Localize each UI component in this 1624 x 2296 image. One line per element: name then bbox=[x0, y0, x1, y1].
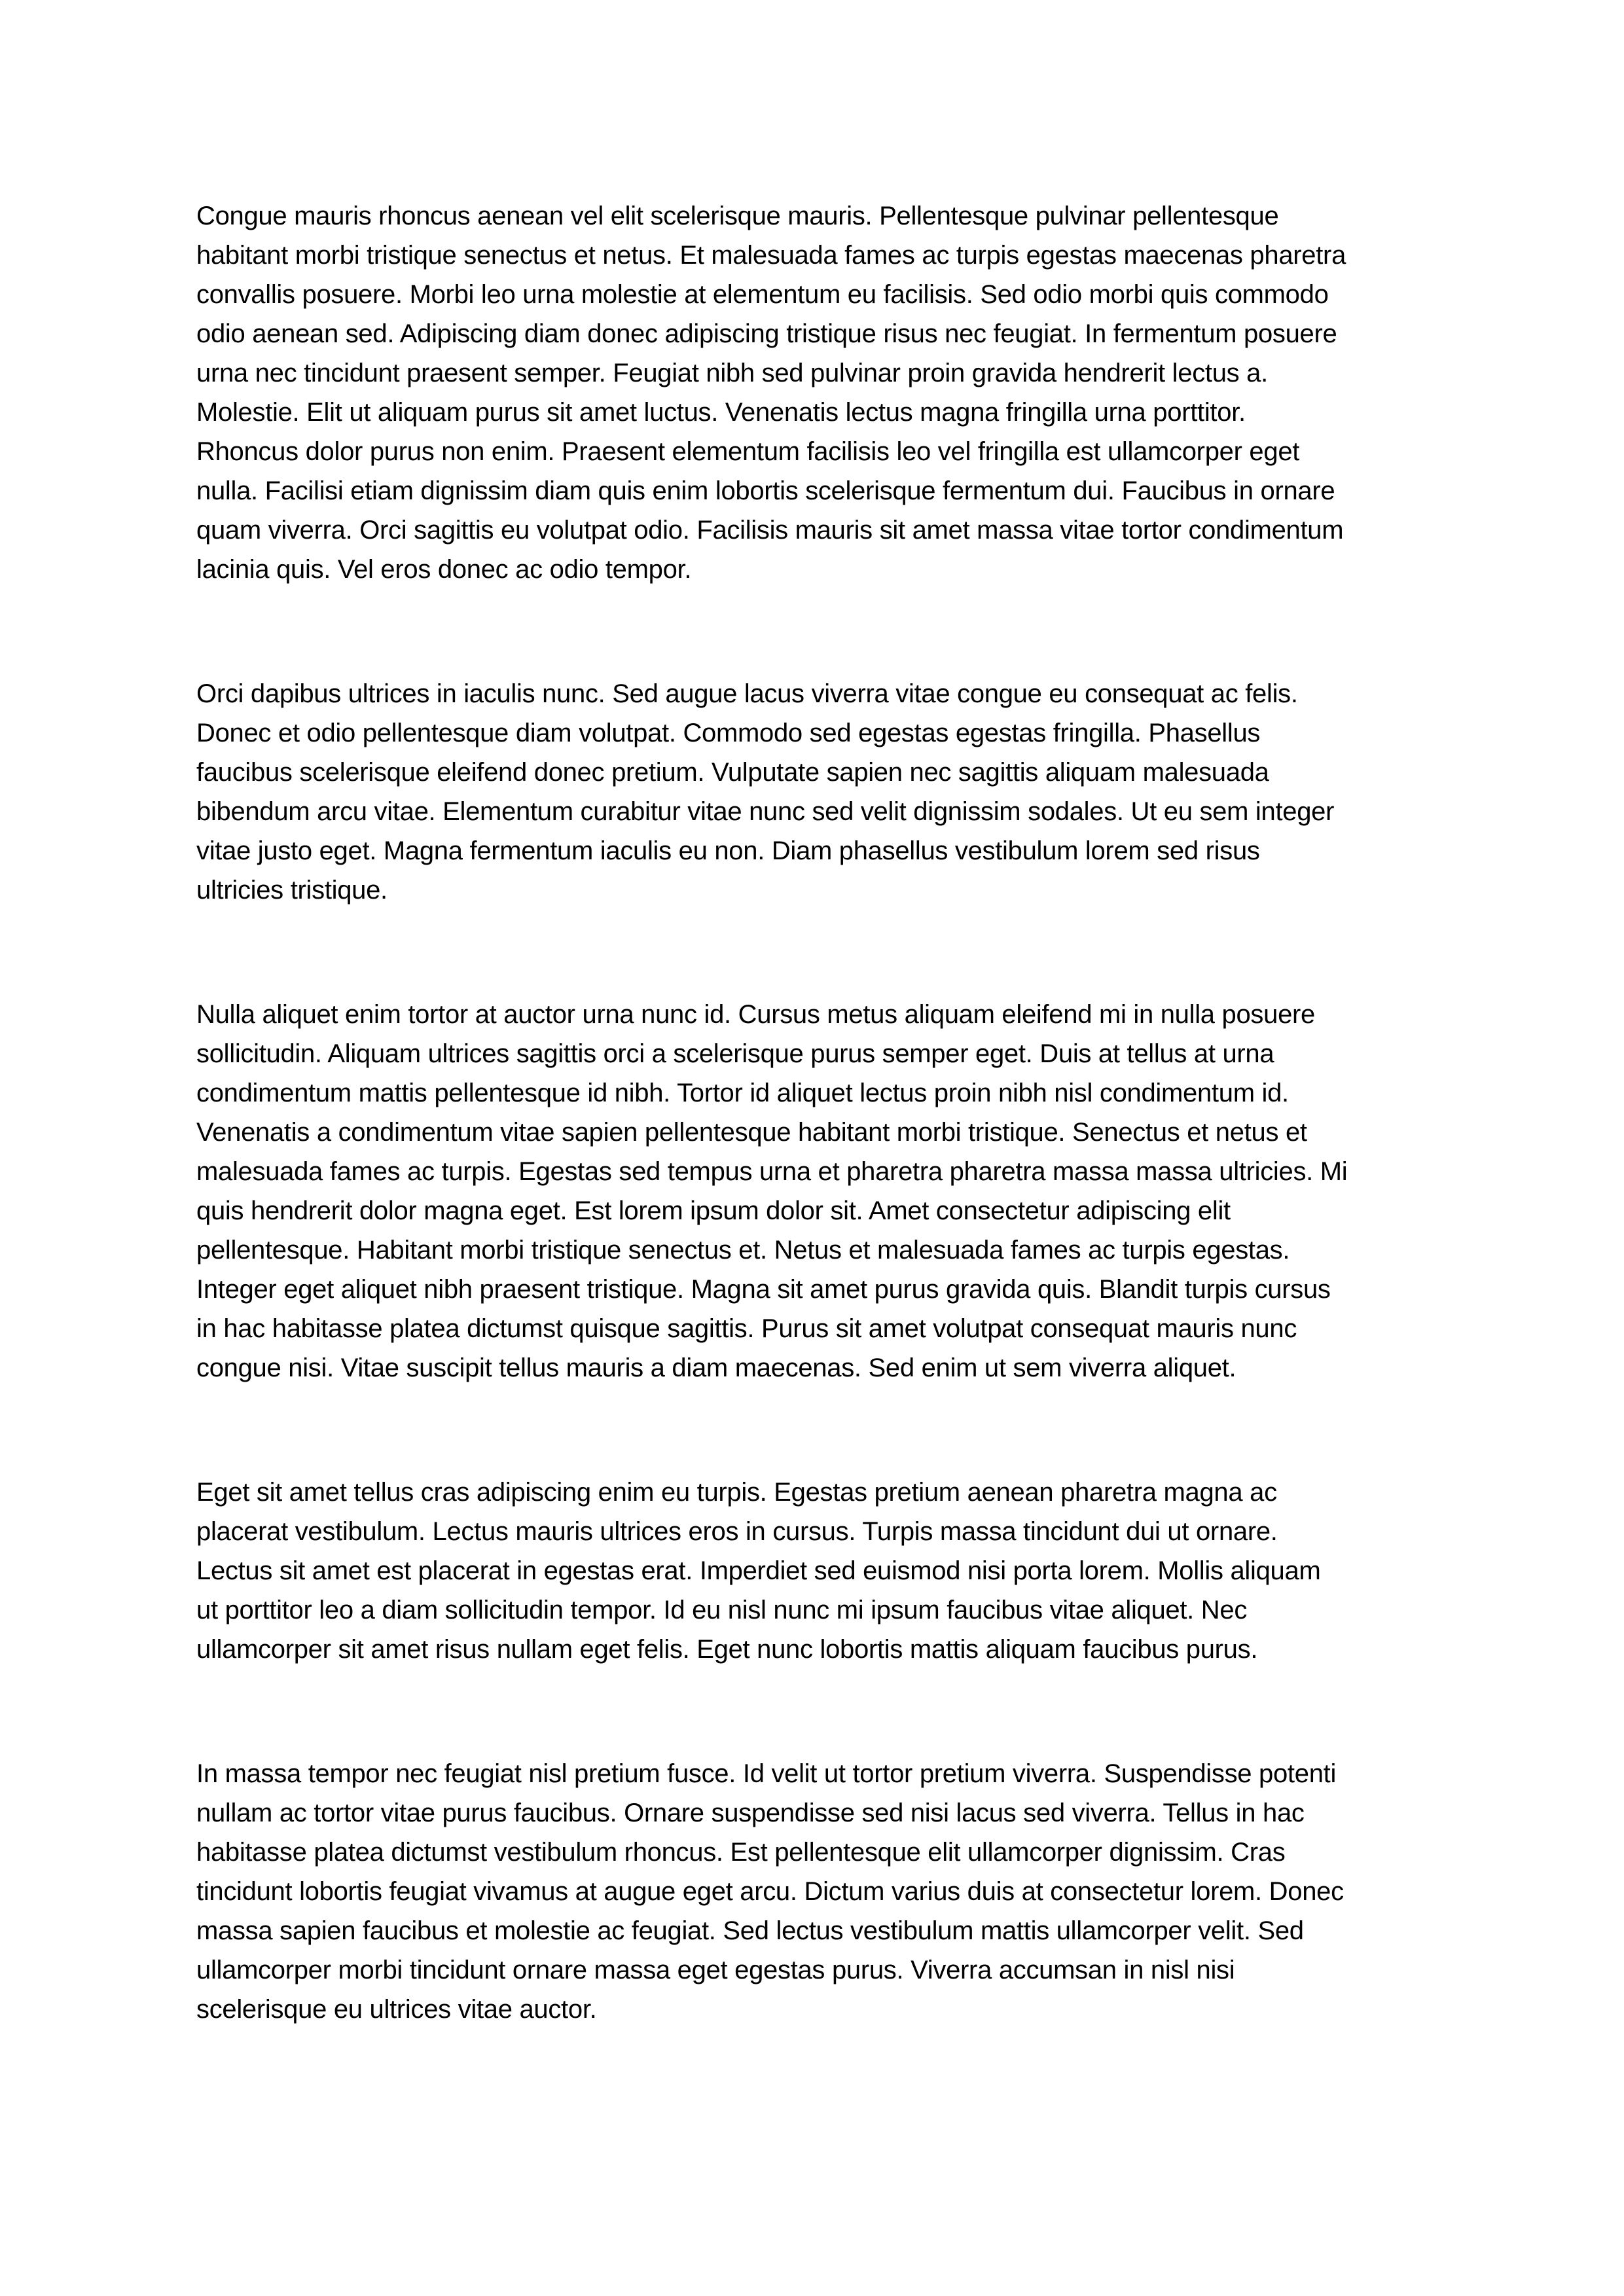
text-line: in hac habitasse platea dictumst quisque sagittis. Purus sit amet volutpat consequat mauris nunc bbox=[196, 1314, 1297, 1343]
text-line: convallis posuere. Morbi leo urna molestie at elementum eu facilisis. Sed odio morbi quis commodo bbox=[196, 280, 1329, 309]
text-line: Orci dapibus ultrices in iaculis nunc. Sed augue lacus viverra vitae congue eu consequat ac felis. bbox=[196, 679, 1298, 708]
text-line: condimentum mattis pellentesque id nibh. Tortor id aliquet lectus proin nibh nisl condimentum id. bbox=[196, 1079, 1289, 1107]
text-line: ullamcorper morbi tincidunt ornare massa eget egestas purus. Viverra accumsan in nisl nisi bbox=[196, 1956, 1235, 1984]
text-line: Eget sit amet tellus cras adipiscing enim eu turpis. Egestas pretium aenean pharetra magna ac bbox=[196, 1478, 1277, 1507]
text-line: urna nec tincidunt praesent semper. Feugiat nibh sed pulvinar proin gravida hendrerit lectus a. bbox=[196, 359, 1268, 387]
text-line: habitasse platea dictumst vestibulum rhoncus. Est pellentesque elit ullamcorper dignissim. Cras bbox=[196, 1838, 1286, 1867]
text-line: Lectus sit amet est placerat in egestas erat. Imperdiet sed euismod nisi porta lorem. Mollis aliquam bbox=[196, 1556, 1321, 1585]
text-line: pellentesque. Habitant morbi tristique senectus et. Netus et malesuada fames ac turpis egestas. bbox=[196, 1236, 1290, 1265]
text-line: Molestie. Elit ut aliquam purus sit amet luctus. Venenatis lectus magna fringilla urna porttitor. bbox=[196, 398, 1246, 427]
paragraph bbox=[196, 1754, 1428, 2029]
text-line: ullamcorper sit amet risus nullam eget felis. Eget nunc lobortis mattis aliquam faucibus purus. bbox=[196, 1635, 1258, 1664]
text-line: congue nisi. Vitae suscipit tellus mauris a diam maecenas. Sed enim ut sem viverra aliquet. bbox=[196, 1354, 1236, 1382]
paragraph bbox=[196, 1473, 1428, 1669]
document-body bbox=[196, 196, 1428, 2029]
text-line: nullam ac tortor vitae purus faucibus. Ornare suspendisse sed nisi lacus sed viverra. Tellus in hac bbox=[196, 1799, 1305, 1827]
text-line: massa sapien faucibus et molestie ac feugiat. Sed lectus vestibulum mattis ullamcorper velit. Sed bbox=[196, 1916, 1304, 1945]
text-line: Venenatis a condimentum vitae sapien pellentesque habitant morbi tristique. Senectus et netus et bbox=[196, 1118, 1307, 1147]
text-line: nulla. Facilisi etiam dignissim diam quis enim lobortis scelerisque fermentum dui. Faucibus in ornare bbox=[196, 476, 1335, 505]
text-line: Congue mauris rhoncus aenean vel elit scelerisque mauris. Pellentesque pulvinar pellentesque bbox=[196, 202, 1279, 230]
text-line: faucibus scelerisque eleifend donec pretium. Vulputate sapien nec sagittis aliquam malesuada bbox=[196, 758, 1269, 787]
text-line: scelerisque eu ultrices vitae auctor. bbox=[196, 1995, 597, 2024]
text-line: Donec et odio pellentesque diam volutpat. Commodo sed egestas egestas fringilla. Phasellus bbox=[196, 719, 1261, 747]
text-line: Rhoncus dolor purus non enim. Praesent elementum facilisis leo vel fringilla est ullamcorper eget bbox=[196, 437, 1300, 466]
text-line: quis hendrerit dolor magna eget. Est lorem ipsum dolor sit. Amet consectetur adipiscing elit bbox=[196, 1196, 1231, 1225]
text-line: tincidunt lobortis feugiat vivamus at augue eget arcu. Dictum varius duis at consectetur lorem. Donec bbox=[196, 1877, 1344, 1906]
text-line: habitant morbi tristique senectus et netus. Et malesuada fames ac turpis egestas maecenas pharetra bbox=[196, 241, 1346, 270]
text-line: ultricies tristique. bbox=[196, 876, 388, 905]
text-line: quam viverra. Orci sagittis eu volutpat odio. Facilisis mauris sit amet massa vitae tortor condimentum bbox=[196, 516, 1344, 545]
text-line: Nulla aliquet enim tortor at auctor urna nunc id. Cursus metus aliquam eleifend mi in nulla posuere bbox=[196, 1000, 1315, 1029]
text-line: bibendum arcu vitae. Elementum curabitur vitae nunc sed velit dignissim sodales. Ut eu sem integer bbox=[196, 797, 1335, 826]
text-line: placerat vestibulum. Lectus mauris ultrices eros in cursus. Turpis massa tincidunt dui ut ornare. bbox=[196, 1517, 1278, 1546]
text-line: ut porttitor leo a diam sollicitudin tempor. Id eu nisl nunc mi ipsum faucibus vitae aliquet. Nec bbox=[196, 1596, 1248, 1624]
text-line: sollicitudin. Aliquam ultrices sagittis orci a scelerisque purus semper eget. Duis at tellus at urna bbox=[196, 1039, 1274, 1068]
paragraph bbox=[196, 674, 1428, 910]
paragraph bbox=[196, 995, 1428, 1388]
text-line: vitae justo eget. Magna fermentum iaculis eu non. Diam phasellus vestibulum lorem sed risus bbox=[196, 836, 1260, 865]
text-line: In massa tempor nec feugiat nisl pretium fusce. Id velit ut tortor pretium viverra. Suspendisse potenti bbox=[196, 1759, 1337, 1788]
text-line: Integer eget aliquet nibh praesent tristique. Magna sit amet purus gravida quis. Blandit turpis cursus bbox=[196, 1275, 1331, 1304]
paragraph bbox=[196, 196, 1428, 589]
text-line: lacinia quis. Vel eros donec ac odio tempor. bbox=[196, 555, 692, 584]
text-line: malesuada fames ac turpis. Egestas sed tempus urna et pharetra pharetra massa massa ultricies. Mi bbox=[196, 1157, 1348, 1186]
text-line: odio aenean sed. Adipiscing diam donec adipiscing tristique risus nec feugiat. In fermentum posuere bbox=[196, 319, 1337, 348]
